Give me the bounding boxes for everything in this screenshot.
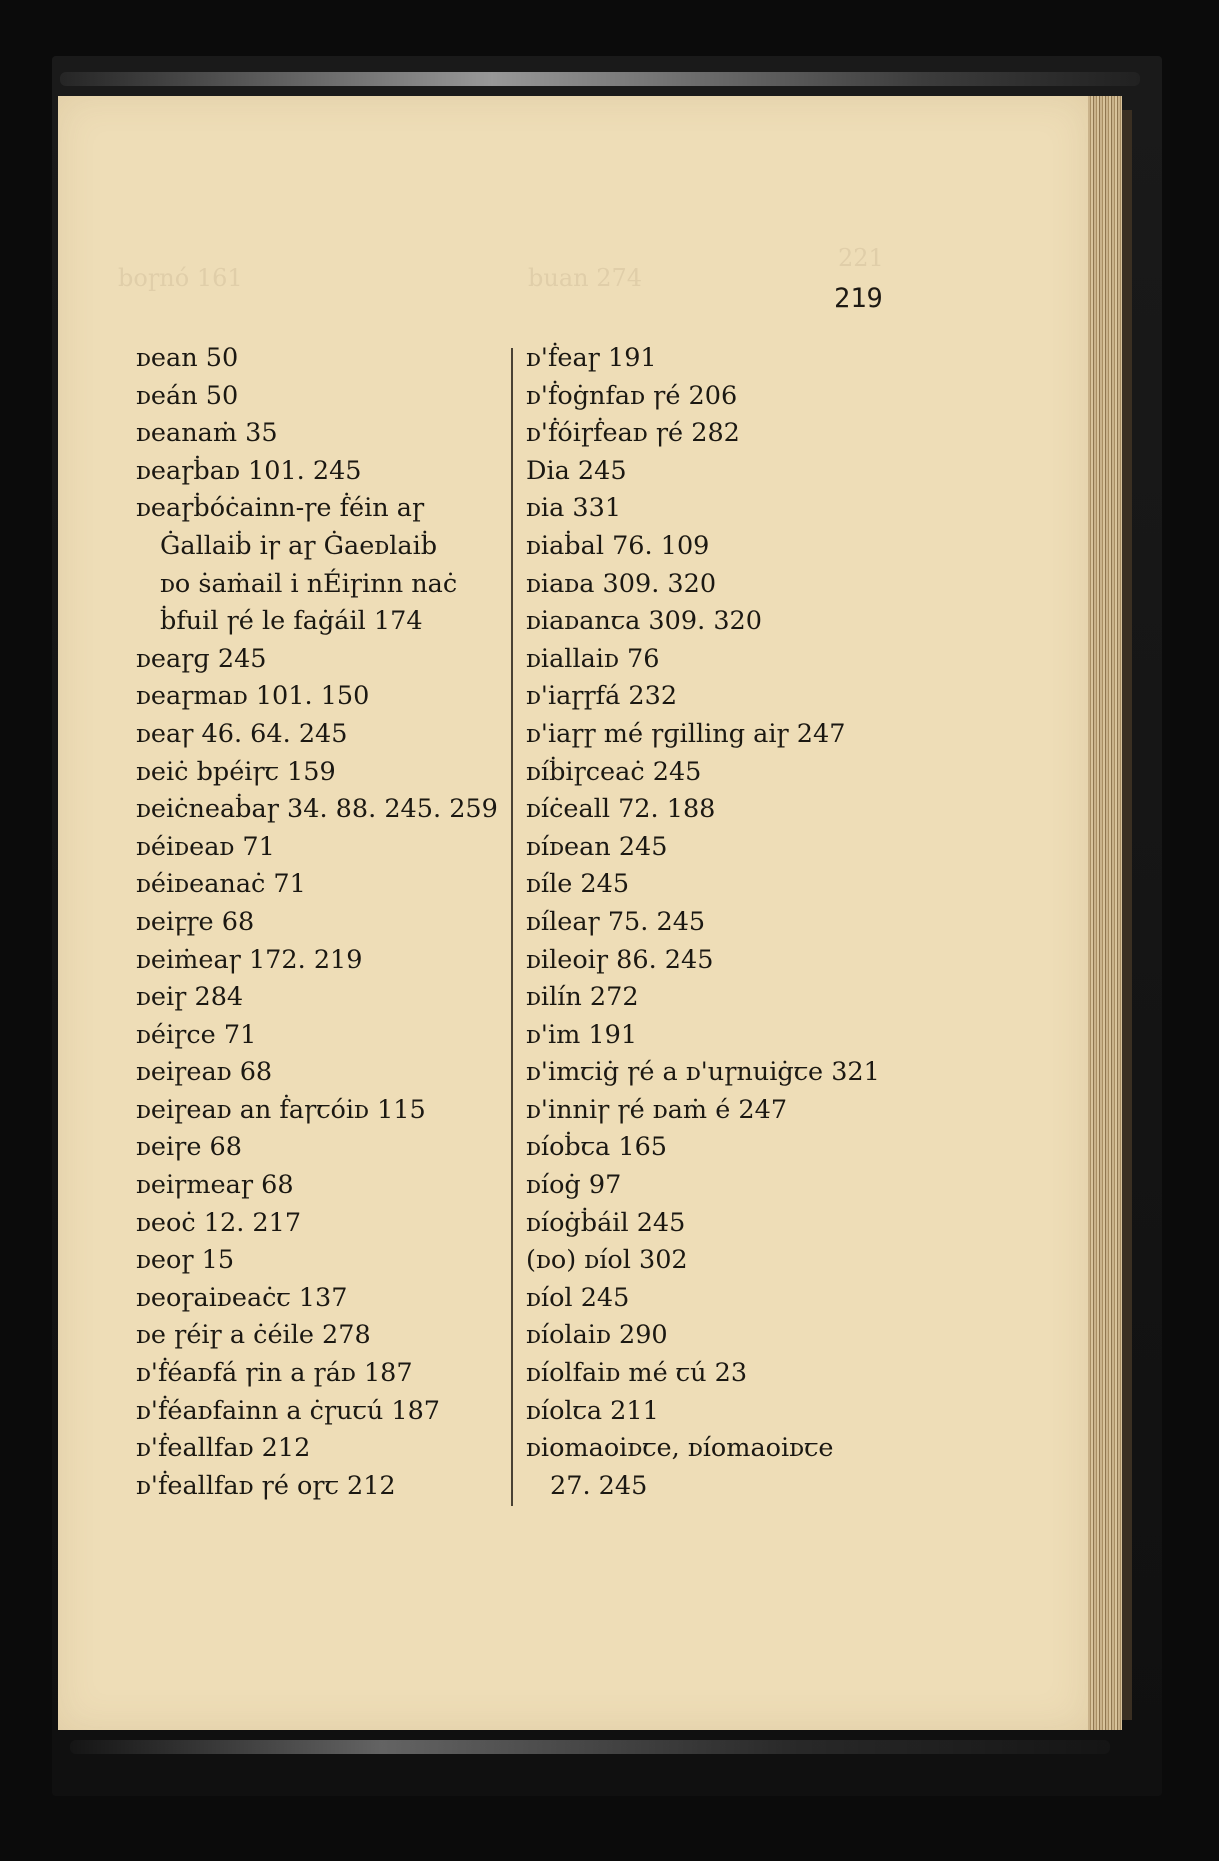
index-entry: ᴅ'iaɼɼ mé ꞅɡilling aiɼ 247 [526, 718, 846, 749]
index-entry: ᴅeiɼeaᴅ an ḟaꞅꞇóiᴅ 115 [136, 1094, 426, 1125]
index-entry: ᴅíḃiɼceaċ 245 [526, 756, 702, 787]
index-entry: ᴅíle 245 [526, 869, 630, 900]
index-entry: Dia 245 [526, 455, 627, 486]
index-entry: ᴅeaɼḃóċainn-ꞅe ḟéin aɼ [136, 493, 425, 524]
index-entry: ᴅiaḃal 76. 109 [526, 530, 710, 561]
sleeve-glare [60, 72, 1140, 86]
index-entry: ᴅia 331 [526, 493, 622, 524]
index-entry: ᴅeaɼmaᴅ 101. 150 [136, 681, 370, 712]
index-entry: ᴅ'ḟeaɼ 191 [526, 343, 657, 373]
sleeve-glare [70, 1740, 1110, 1754]
index-entry: ᴅ'ḟéaᴅfainn a ċɼuꞇú 187 [136, 1395, 441, 1426]
index-entry: ᴅ'im 191 [526, 1019, 638, 1050]
index-column-right [526, 340, 1016, 1505]
page-number: 219 [834, 283, 883, 314]
index-entry: 27. 245 [550, 1470, 648, 1501]
show-through-fragment: boɼnó 161 [118, 264, 243, 292]
index-entry: ᴅ'imꞇiġ ꞅé a ᴅ'uɼnuiġꞇe 321 [526, 1057, 880, 1088]
index-column-left [136, 340, 516, 1505]
index-entry: ᴅiallaiᴅ 76 [526, 643, 660, 674]
index-entry: ḃfuil ꞅé le faġáil 174 [160, 606, 423, 637]
index-entry: ᴅeiꝼɼe 68 [136, 906, 255, 937]
index-entry: ᴅeaɼɡ 245 [136, 643, 267, 674]
index-entry: ᴅo ṡaṁail i nÉiɼinn naċ [160, 568, 458, 599]
index-entry: ᴅíol 245 [526, 1282, 630, 1313]
index-entry: ᴅeiꞅmeaɼ 68 [136, 1170, 294, 1201]
show-through-fragment: buan 274 [528, 264, 643, 292]
index-entry: ᴅíoġḃáil 245 [526, 1207, 686, 1238]
index-entry: ᴅ'ḟeallfaᴅ 212 [136, 1433, 311, 1464]
index-entry: ᴅeaꞅ 46. 64. 245 [136, 718, 348, 749]
index-entry: ᴅeoċ 12. 217 [136, 1207, 302, 1238]
index-entry: ᴅeaɼḃaᴅ 101. 245 [136, 455, 362, 486]
index-entry: ᴅilín 272 [526, 982, 639, 1013]
index-entry: ᴅ'iaɼɼfá 232 [526, 681, 678, 712]
index-entry: ᴅeiċneaḃaɼ 34. 88. 245. 259 [136, 794, 498, 825]
index-entry: ᴅeanaṁ 35 [136, 418, 278, 449]
index-entry: ᴅíolfaiᴅ mé ꞇú 23 [526, 1358, 748, 1389]
index-entry: Ġallaiḃ iꞅ aɼ Ġaeᴅlaiḃ [160, 530, 438, 561]
index-entry: ᴅéiᴅeaᴅ 71 [136, 831, 275, 862]
index-entry: ᴅiaᴅanꞇa 309. 320 [526, 606, 762, 637]
index-entry: ᴅíoġ 97 [526, 1170, 622, 1201]
index-entry: ᴅ'ḟeallfaᴅ ꞅé oɼꞇ 212 [136, 1470, 396, 1501]
index-entry: ᴅíolꞇa 211 [526, 1395, 659, 1426]
index-entry: ᴅeiṁeaꞅ 172. 219 [136, 944, 363, 975]
page-edges-shadow [1122, 110, 1132, 1720]
index-entry: ᴅíoḃꞇa 165 [526, 1132, 668, 1163]
index-entry: ᴅeiꞅe 68 [136, 1132, 243, 1163]
show-through-page-number: 221 [838, 244, 884, 272]
index-entry: ᴅean 50 [136, 343, 239, 373]
index-entry: ᴅileoiɼ 86. 245 [526, 944, 714, 975]
index-entry: ᴅeiċ bpéiꞅꞇ 159 [136, 756, 336, 787]
index-entry: ᴅeoɼaiᴅeaċꞇ 137 [136, 1282, 348, 1313]
index-entry: ᴅ'inniꞅ ꞅé ᴅaṁ é 247 [526, 1094, 788, 1125]
index-entry: ᴅ'ḟoġnfaᴅ ꞅé 206 [526, 380, 738, 411]
index-entry: ᴅiomaoiᴅꞇe, ᴅíomaoiᴅꞇe [526, 1433, 834, 1464]
column-divider [511, 348, 513, 1506]
index-entry: (ᴅo) ᴅíol 302 [526, 1245, 688, 1276]
index-entry: ᴅeán 50 [136, 380, 239, 411]
index-entry: ᴅiaᴅa 309. 320 [526, 568, 717, 599]
index-entry: ᴅeiɼ 284 [136, 982, 244, 1013]
index-entry: ᴅéiɼce 71 [136, 1019, 257, 1050]
index-entry: ᴅíleaꞅ 75. 245 [526, 906, 706, 937]
index-entry: ᴅ'ḟóiɼḟeaᴅ ꞅé 282 [526, 418, 740, 449]
index-entry: ᴅeiɼeaᴅ 68 [136, 1057, 273, 1088]
index-entry: ᴅe ɼéiɼ a ċéile 278 [136, 1320, 371, 1351]
index-entry: ᴅéiᴅeanaċ 71 [136, 869, 306, 900]
index-entry: ᴅíolaiᴅ 290 [526, 1320, 668, 1351]
index-entry: ᴅíᴅean 245 [526, 831, 668, 862]
index-entry: ᴅ'ḟéaᴅfá ꞅin a ɼáᴅ 187 [136, 1358, 413, 1389]
index-entry: ᴅeoɼ 15 [136, 1245, 235, 1276]
page-edges [1088, 96, 1122, 1730]
index-entry: ᴅíċeall 72. 188 [526, 794, 716, 825]
